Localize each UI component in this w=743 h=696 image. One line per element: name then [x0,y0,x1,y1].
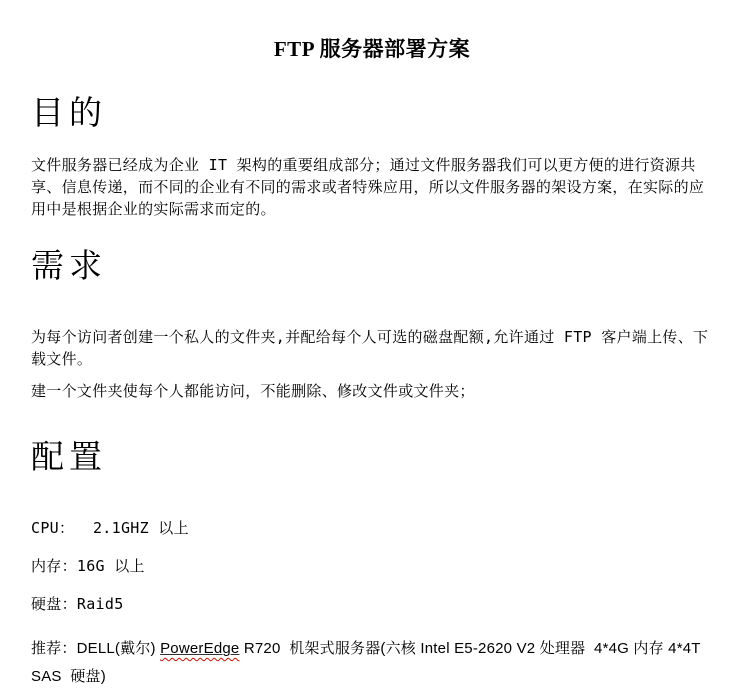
recommend-prefix: 推荐：DELL(戴尔) [31,640,161,657]
underlined-word-wrapper [160,640,239,657]
spec-line-recommend [31,635,713,691]
spec-line-disk: 硬盘：Raid5 [31,595,124,613]
heading-config: 配置 [31,440,107,476]
document-title: FTP 服务器部署方案 [273,37,471,61]
heading-requirements: 需求 [31,249,107,285]
paragraph-purpose: 文件服务器已经成为企业 IT 架构的重要组成部分；通过文件服务器我们可以更方便的进行资源共享、信息传递，而不同的企业有不同的需求或者特殊应用，所以文件服务器的架设方案，在实际的应用中是根据企业的实际需求而定的。 [31,156,705,218]
spec-line-cpu: CPU： 2.1GHZ 以上 [31,519,189,537]
spellcheck-squiggle-word: PowerEdge [160,640,240,657]
paragraph-requirement-shared-folder: 建一个文件夹使每个人都能访问，不能删除、修改文件或文件夹； [31,382,475,400]
spec-line-memory: 内存：16G 以上 [31,557,145,575]
heading-purpose: 目的 [31,96,107,132]
recommend-suffix: R720 机架式服务器(六核 Intel E5-2620 V2 处理器 4*4G 内存 4*4T SAS 硬盘) [31,640,705,685]
paragraph-requirement-quota: 为每个访问者创建一个私人的文件夹,并配给每个人可选的磁盘配额,允许通过 FTP 客户端上传、下载文件。 [31,328,709,368]
